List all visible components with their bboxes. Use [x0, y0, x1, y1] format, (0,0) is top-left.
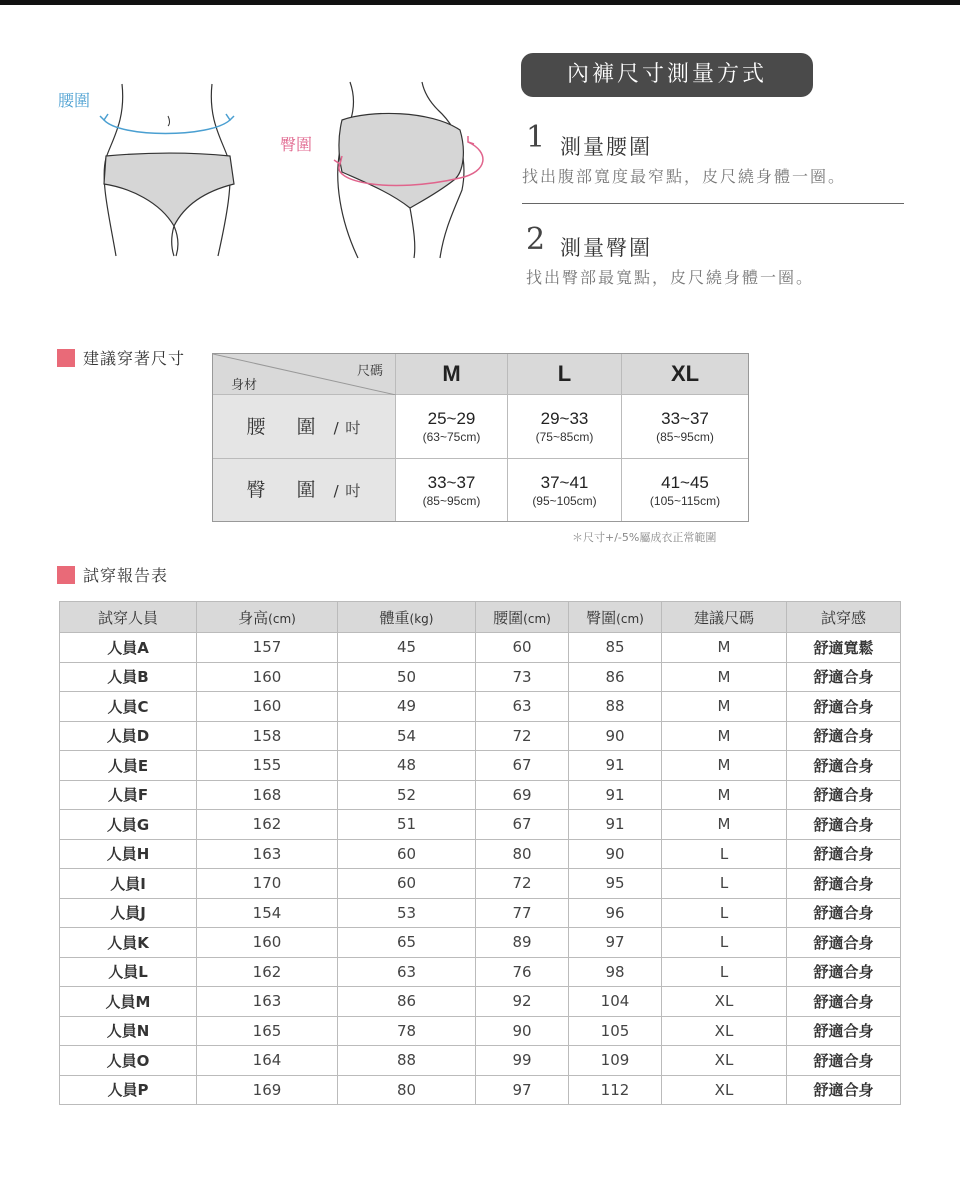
- cell-hip: 98: [569, 957, 662, 987]
- cell-tester: 人員H: [60, 839, 197, 869]
- cell-hip: 86: [569, 662, 662, 692]
- cell-weight: 51: [338, 810, 476, 840]
- cell-tester: 人員C: [60, 692, 197, 722]
- size-header-l: L: [508, 354, 622, 395]
- size-tolerance-note: ＊尺寸+/-5%屬成衣正常範圍: [572, 531, 717, 544]
- cell-fit-feel: 舒適合身: [787, 810, 901, 840]
- cell-fit-feel: 舒適合身: [787, 1075, 901, 1105]
- cell-weight: 86: [338, 987, 476, 1017]
- cell-suggested-size: M: [662, 692, 787, 722]
- cell-tester: 人員K: [60, 928, 197, 958]
- table-row: [60, 869, 901, 899]
- cell-waist: 97: [476, 1075, 569, 1105]
- cell-suggested-size: M: [662, 810, 787, 840]
- waist-illustration: [90, 80, 250, 260]
- report-header-row: [60, 602, 901, 633]
- header-suggested-size: 建議尺碼: [662, 602, 787, 633]
- table-row: [60, 810, 901, 840]
- cell-waist: 92: [476, 987, 569, 1017]
- hip-label: 臀圍: [280, 135, 313, 154]
- cell-height: 160: [197, 662, 338, 692]
- table-row: [60, 721, 901, 751]
- hip-l-cell: 37~41 (95~105cm): [508, 459, 622, 521]
- cell-hip: 112: [569, 1075, 662, 1105]
- step-2-title: 測量臀圍: [560, 236, 652, 260]
- waist-label: 腰圍: [58, 91, 91, 110]
- cell-weight: 78: [338, 1016, 476, 1046]
- cell-hip: 91: [569, 810, 662, 840]
- cell-fit-feel: 舒適合身: [787, 928, 901, 958]
- cell-height: 157: [197, 633, 338, 663]
- cell-suggested-size: XL: [662, 1046, 787, 1076]
- cell-tester: 人員L: [60, 957, 197, 987]
- cell-fit-feel: 舒適合身: [787, 751, 901, 781]
- waist-xl-cell: 33~37 (85~95cm): [622, 395, 748, 459]
- cell-waist: 90: [476, 1016, 569, 1046]
- cell-weight: 80: [338, 1075, 476, 1105]
- cell-height: 163: [197, 987, 338, 1017]
- cell-height: 155: [197, 751, 338, 781]
- cell-hip: 104: [569, 987, 662, 1017]
- cell-suggested-size: L: [662, 957, 787, 987]
- hip-m-cell: 33~37 (85~95cm): [396, 459, 508, 521]
- cell-hip: 95: [569, 869, 662, 899]
- corner-size-label: 尺碼: [356, 364, 383, 379]
- cell-hip: 109: [569, 1046, 662, 1076]
- table-row: [60, 633, 901, 663]
- table-row: [60, 692, 901, 722]
- cell-weight: 54: [338, 721, 476, 751]
- cell-waist: 67: [476, 751, 569, 781]
- cell-suggested-size: L: [662, 928, 787, 958]
- cell-waist: 73: [476, 662, 569, 692]
- cell-tester: 人員N: [60, 1016, 197, 1046]
- waist-l-cell: 29~33 (75~85cm): [508, 395, 622, 459]
- cell-weight: 52: [338, 780, 476, 810]
- cell-waist: 80: [476, 839, 569, 869]
- cell-suggested-size: L: [662, 869, 787, 899]
- cell-weight: 50: [338, 662, 476, 692]
- cell-fit-feel: 舒適合身: [787, 869, 901, 899]
- cell-suggested-size: XL: [662, 1075, 787, 1105]
- cell-waist: 67: [476, 810, 569, 840]
- cell-hip: 90: [569, 721, 662, 751]
- cell-height: 170: [197, 869, 338, 899]
- cell-hip: 91: [569, 751, 662, 781]
- cell-fit-feel: 舒適合身: [787, 1016, 901, 1046]
- header-waist: 腰圍(cm): [476, 602, 569, 633]
- table-row: [60, 1075, 901, 1105]
- header-hip: 臀圍(cm): [569, 602, 662, 633]
- size-header-xl: XL: [622, 354, 748, 395]
- cell-fit-feel: 舒適合身: [787, 780, 901, 810]
- step-2-desc: 找出臀部最寬點，皮尺繞身體一圈。: [526, 268, 815, 287]
- table-row: [60, 1016, 901, 1046]
- hip-xl-cell: 41~45 (105~115cm): [649, 473, 721, 508]
- cell-tester: 人員B: [60, 662, 197, 692]
- waist-m-cell: 25~29 (63~75cm): [396, 395, 508, 459]
- table-row: [60, 780, 901, 810]
- cell-tester: 人員O: [60, 1046, 197, 1076]
- cell-weight: 88: [338, 1046, 476, 1076]
- method-title: 內褲尺寸測量方式: [521, 53, 813, 97]
- table-row: [60, 898, 901, 928]
- table-row: [60, 751, 901, 781]
- cell-fit-feel: 舒適合身: [787, 692, 901, 722]
- cell-fit-feel: 舒適合身: [787, 839, 901, 869]
- cell-weight: 63: [338, 957, 476, 987]
- table-row: [60, 928, 901, 958]
- cell-waist: 77: [476, 898, 569, 928]
- cell-hip: 91: [569, 780, 662, 810]
- cell-height: 163: [197, 839, 338, 869]
- cell-height: 160: [197, 692, 338, 722]
- table-row: [60, 662, 901, 692]
- section-marker-icon: [57, 349, 75, 367]
- cell-waist: 89: [476, 928, 569, 958]
- cell-fit-feel: 舒適合身: [787, 987, 901, 1017]
- hip-illustration: [320, 80, 500, 260]
- report-section-heading: 試穿報告表: [57, 563, 168, 586]
- cell-height: 158: [197, 721, 338, 751]
- table-row: [60, 957, 901, 987]
- cell-weight: 65: [338, 928, 476, 958]
- cell-weight: 60: [338, 839, 476, 869]
- step-divider: [522, 203, 904, 204]
- cell-height: 165: [197, 1016, 338, 1046]
- cell-waist: 72: [476, 869, 569, 899]
- step-1-desc: 找出腹部寬度最窄點，皮尺繞身體一圈。: [522, 167, 847, 186]
- header-fit-feel: 試穿感: [787, 602, 901, 633]
- cell-fit-feel: 舒適合身: [787, 898, 901, 928]
- cell-height: 169: [197, 1075, 338, 1105]
- cell-suggested-size: M: [662, 633, 787, 663]
- cell-tester: 人員G: [60, 810, 197, 840]
- cell-suggested-size: L: [662, 839, 787, 869]
- header-weight: 體重(kg): [338, 602, 476, 633]
- cell-suggested-size: M: [662, 721, 787, 751]
- cell-fit-feel: 舒適合身: [787, 1046, 901, 1076]
- row-label-hip: 臀 圍 / 吋: [213, 459, 396, 521]
- cell-hip: 96: [569, 898, 662, 928]
- cell-tester: 人員J: [60, 898, 197, 928]
- cell-waist: 99: [476, 1046, 569, 1076]
- cell-hip: 97: [569, 928, 662, 958]
- cell-tester: 人員I: [60, 869, 197, 899]
- table-row: [60, 1046, 901, 1076]
- cell-height: 160: [197, 928, 338, 958]
- cell-fit-feel: 舒適合身: [787, 721, 901, 751]
- cell-height: 162: [197, 957, 338, 987]
- cell-hip: 88: [569, 692, 662, 722]
- cell-weight: 45: [338, 633, 476, 663]
- cell-hip: 105: [569, 1016, 662, 1046]
- cell-tester: 人員P: [60, 1075, 197, 1105]
- cell-weight: 49: [338, 692, 476, 722]
- cell-suggested-size: L: [662, 898, 787, 928]
- cell-waist: 72: [476, 721, 569, 751]
- cell-tester: 人員M: [60, 987, 197, 1017]
- row-label-waist: 腰 圍 / 吋: [213, 395, 396, 459]
- cell-tester: 人員F: [60, 780, 197, 810]
- corner-body-label: 身材: [231, 378, 258, 393]
- cell-tester: 人員A: [60, 633, 197, 663]
- section-marker-icon: [57, 566, 75, 584]
- cell-weight: 53: [338, 898, 476, 928]
- cell-suggested-size: XL: [662, 1016, 787, 1046]
- cell-height: 164: [197, 1046, 338, 1076]
- cell-hip: 90: [569, 839, 662, 869]
- cell-fit-feel: 舒適合身: [787, 662, 901, 692]
- size-header-m: M: [396, 354, 508, 395]
- cell-fit-feel: 舒適寬鬆: [787, 633, 901, 663]
- cell-suggested-size: M: [662, 780, 787, 810]
- cell-waist: 60: [476, 633, 569, 663]
- size-section-heading: 建議穿著尺寸: [57, 346, 185, 369]
- fitting-report-table: [59, 601, 901, 1105]
- cell-suggested-size: XL: [662, 987, 787, 1017]
- cell-waist: 76: [476, 957, 569, 987]
- top-border: [0, 0, 960, 5]
- cell-height: 168: [197, 780, 338, 810]
- cell-suggested-size: M: [662, 751, 787, 781]
- cell-height: 162: [197, 810, 338, 840]
- cell-tester: 人員D: [60, 721, 197, 751]
- cell-tester: 人員E: [60, 751, 197, 781]
- table-row: [60, 839, 901, 869]
- cell-weight: 60: [338, 869, 476, 899]
- size-table-corner: [213, 354, 396, 395]
- header-tester: 試穿人員: [60, 602, 197, 633]
- cell-hip: 85: [569, 633, 662, 663]
- table-row: [60, 987, 901, 1017]
- step-2-number: 2: [526, 222, 546, 257]
- cell-height: 154: [197, 898, 338, 928]
- cell-waist: 69: [476, 780, 569, 810]
- size-table: [212, 353, 749, 522]
- step-1-title: 測量腰圍: [560, 135, 652, 159]
- cell-weight: 48: [338, 751, 476, 781]
- step-1-number: 1: [526, 120, 546, 155]
- cell-waist: 63: [476, 692, 569, 722]
- cell-fit-feel: 舒適合身: [787, 957, 901, 987]
- cell-suggested-size: M: [662, 662, 787, 692]
- header-height: 身高(cm): [197, 602, 338, 633]
